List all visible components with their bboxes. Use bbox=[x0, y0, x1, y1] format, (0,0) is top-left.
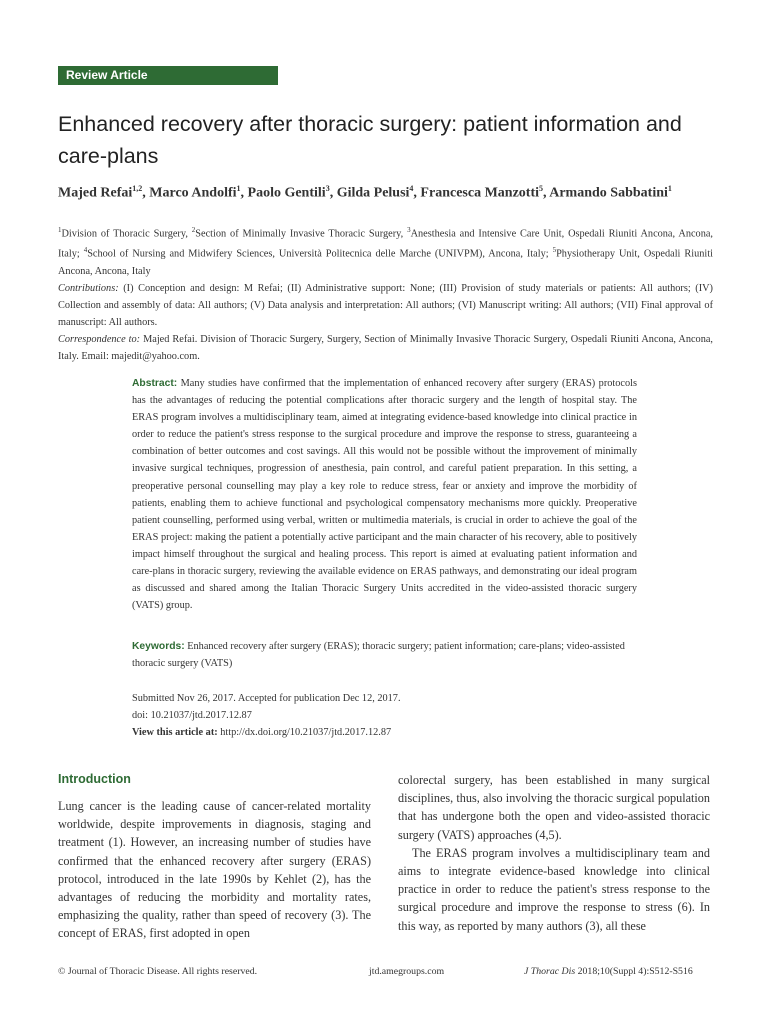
contributions-text: (I) Conception and design: M Refai; (II) Administrative support: None; (III) Provision of study materials or patients: All authors; (IV) Collection and assembly of data: All authors; (V) Data analysis and interpretation: All authors; (VI) Manuscript writing: All authors; (VII) Final approval of manuscript: All authors. bbox=[58, 282, 713, 328]
affiliation-mark: 1 bbox=[58, 226, 62, 234]
affiliation-block bbox=[58, 222, 713, 365]
abstract-block bbox=[132, 375, 637, 614]
author-affiliation-mark: 1 bbox=[667, 184, 672, 193]
section-heading-introduction: Introduction bbox=[58, 772, 131, 786]
submission-info bbox=[132, 690, 637, 741]
author-name: Marco Andolfi bbox=[149, 185, 237, 201]
affiliation-text: School of Nursing and Midwifery Sciences, Università Politecnica delle Marche (UNIVPM), Ancona, Italy; bbox=[87, 248, 553, 260]
view-article-link[interactable]: http://dx.doi.org/10.21037/jtd.2017.12.87 bbox=[217, 727, 392, 738]
affiliation-text: Anesthesia and Intensive Care Unit, Ospedali Riuniti Ancona, Ancona, Italy; bbox=[58, 228, 713, 260]
affiliation-text: Physiotherapy Unit, Ospedali Riuniti Ancona, Ancona, Italy bbox=[58, 248, 713, 277]
footer-journal: J Thorac Dis bbox=[524, 966, 576, 977]
author-name: Armando Sabbatini bbox=[549, 185, 668, 201]
correspondence bbox=[58, 331, 713, 365]
view-article bbox=[132, 724, 637, 741]
author-name: Francesca Manzotti bbox=[420, 185, 539, 201]
affiliation-text: Division of Thoracic Surgery, bbox=[61, 228, 192, 240]
correspondence-text: Majed Refai. Division of Thoracic Surgery, Surgery, Section of Minimally Invasive Thoracic Surgery, Ospedali Riuniti Ancona, Ancona, Italy. Email: majedit@yahoo.com. bbox=[58, 333, 713, 362]
affiliation-mark: 5 bbox=[552, 246, 557, 255]
footer-website[interactable]: jtd.amegroups.com bbox=[369, 966, 445, 977]
author-name: Majed Refai bbox=[58, 185, 133, 201]
introduction-column-1: Lung cancer is the leading cause of cancer-related mortality worldwide, despite improvements in diagnosis, staging and treatment (1). However, an increasing number of studies have confirmed that the enhanced recovery after surgery (ERAS) protocol, introduced in the late 1990s by Kehlet (2), has the advantages of reducing the morbidity and mortality rates, emphasizing the quality, rather than speed of recovery (3). The concept of ERAS, first adopted in open bbox=[58, 799, 371, 941]
footer-citation bbox=[524, 966, 693, 977]
affiliation-mark: 4 bbox=[83, 246, 88, 255]
footer-citation-text: 2018;10(Suppl 4):S512-S516 bbox=[575, 966, 693, 977]
article-title: Enhanced recovery after thoracic surgery: patient information and care-plans bbox=[58, 112, 682, 168]
keywords-label: Keywords: bbox=[132, 641, 185, 652]
submission-dates: Submitted Nov 26, 2017. Accepted for publication Dec 12, 2017. bbox=[132, 693, 401, 704]
view-article-label: View this article at: bbox=[132, 727, 218, 738]
author-affiliation-mark: 4 bbox=[409, 184, 414, 193]
keywords-text: Enhanced recovery after surgery (ERAS); thoracic surgery; patient information; care-plans; video-assisted thoracic surgery (VATS) bbox=[132, 641, 625, 669]
intro-paragraph: colorectal surgery, has been established in many surgical disciplines, thus, also involving the thoracic surgical population that has undergone both the open and video-assisted thoracic surgery (VATS) approaches (4,5). bbox=[398, 773, 710, 842]
author-affiliation-mark: 1,2 bbox=[132, 184, 143, 193]
article-type-badge: Review Article bbox=[58, 66, 278, 85]
author-name: Paolo Gentili bbox=[247, 185, 326, 201]
abstract-text: Many studies have confirmed that the implementation of enhanced recovery after surgery (ERAS) protocols has the advantages of reducing the potential complications after thoracic surgery and the length of hospital stay. The ERAS program involves a multidisciplinary team, aimed at integrating evidence-based knowledge into clinical practice in order to reduce the patient's stress response to the surgical procedure and improve the response to stress, guaranteeing a combination of better outcomes and cost savings. All this would not be possible without the improvement of minimally invasive surgical techniques, progression of anesthesia, pain control, and careful patient preparation. In this setting, a preoperative personal counselling may play a key role to reduce stress, fear or anxiety and improve the morbidity of patients, enabling them to achieve functional and psychological compensatory mechanisms more quickly. Preoperative patient counselling, performed using verbal, written or multimedia materials, is crucial in order to achieve the goal of the ERAS project: making the patient a potentially active participant and the main character of his recovery, able to positively impact himself throughout the surgical and healing process. This report is aimed at evaluating patient information and care-plans in thoracic surgery, reviewing the available evidence on ERAS pathways, and demonstrating our ideal program as discussed and shared among the Italian Thoracic Surgery Units accredited in the video-assisted thoracic surgery (VATS) group. bbox=[132, 378, 637, 612]
affiliations bbox=[58, 222, 713, 280]
author-list: Majed Refai$^{1,2}$, Marco Andolfi$^1$, Paolo Gentili$^3$, Gilda Pelusi$^4$, Francesca Manzotti$^5$, Armando Sabbatini$^1$ bbox=[58, 184, 672, 201]
doi: doi: 10.21037/jtd.2017.12.87 bbox=[132, 710, 252, 721]
author-affiliation-mark: 1 bbox=[236, 184, 241, 193]
introduction-column-2 bbox=[398, 771, 710, 935]
abstract-label: Abstract: bbox=[132, 378, 178, 389]
affiliation-mark: 3 bbox=[407, 226, 411, 234]
author-affiliation-mark: 3 bbox=[325, 184, 330, 193]
correspondence-label: Correspondence to: bbox=[58, 333, 141, 345]
keywords-block bbox=[132, 638, 637, 672]
contributions bbox=[58, 280, 713, 331]
footer-copyright: © Journal of Thoracic Disease. All rights reserved. bbox=[58, 966, 258, 977]
affiliation-mark: 2 bbox=[191, 226, 196, 234]
intro-paragraph: The ERAS program involves a multidisciplinary team and aims to integrate evidence-based knowledge into clinical practice in order to reduce the patient's stress response to the surgical procedure and improve the response to stress (6). In this way, as reported by many authors (3), all these bbox=[398, 845, 710, 933]
author-name: Gilda Pelusi bbox=[336, 185, 410, 201]
affiliation-text: Section of Minimally Invasive Thoracic Surgery, bbox=[195, 228, 408, 240]
author-affiliation-mark: 5 bbox=[539, 184, 543, 193]
contributions-label: Contributions: bbox=[58, 282, 119, 294]
